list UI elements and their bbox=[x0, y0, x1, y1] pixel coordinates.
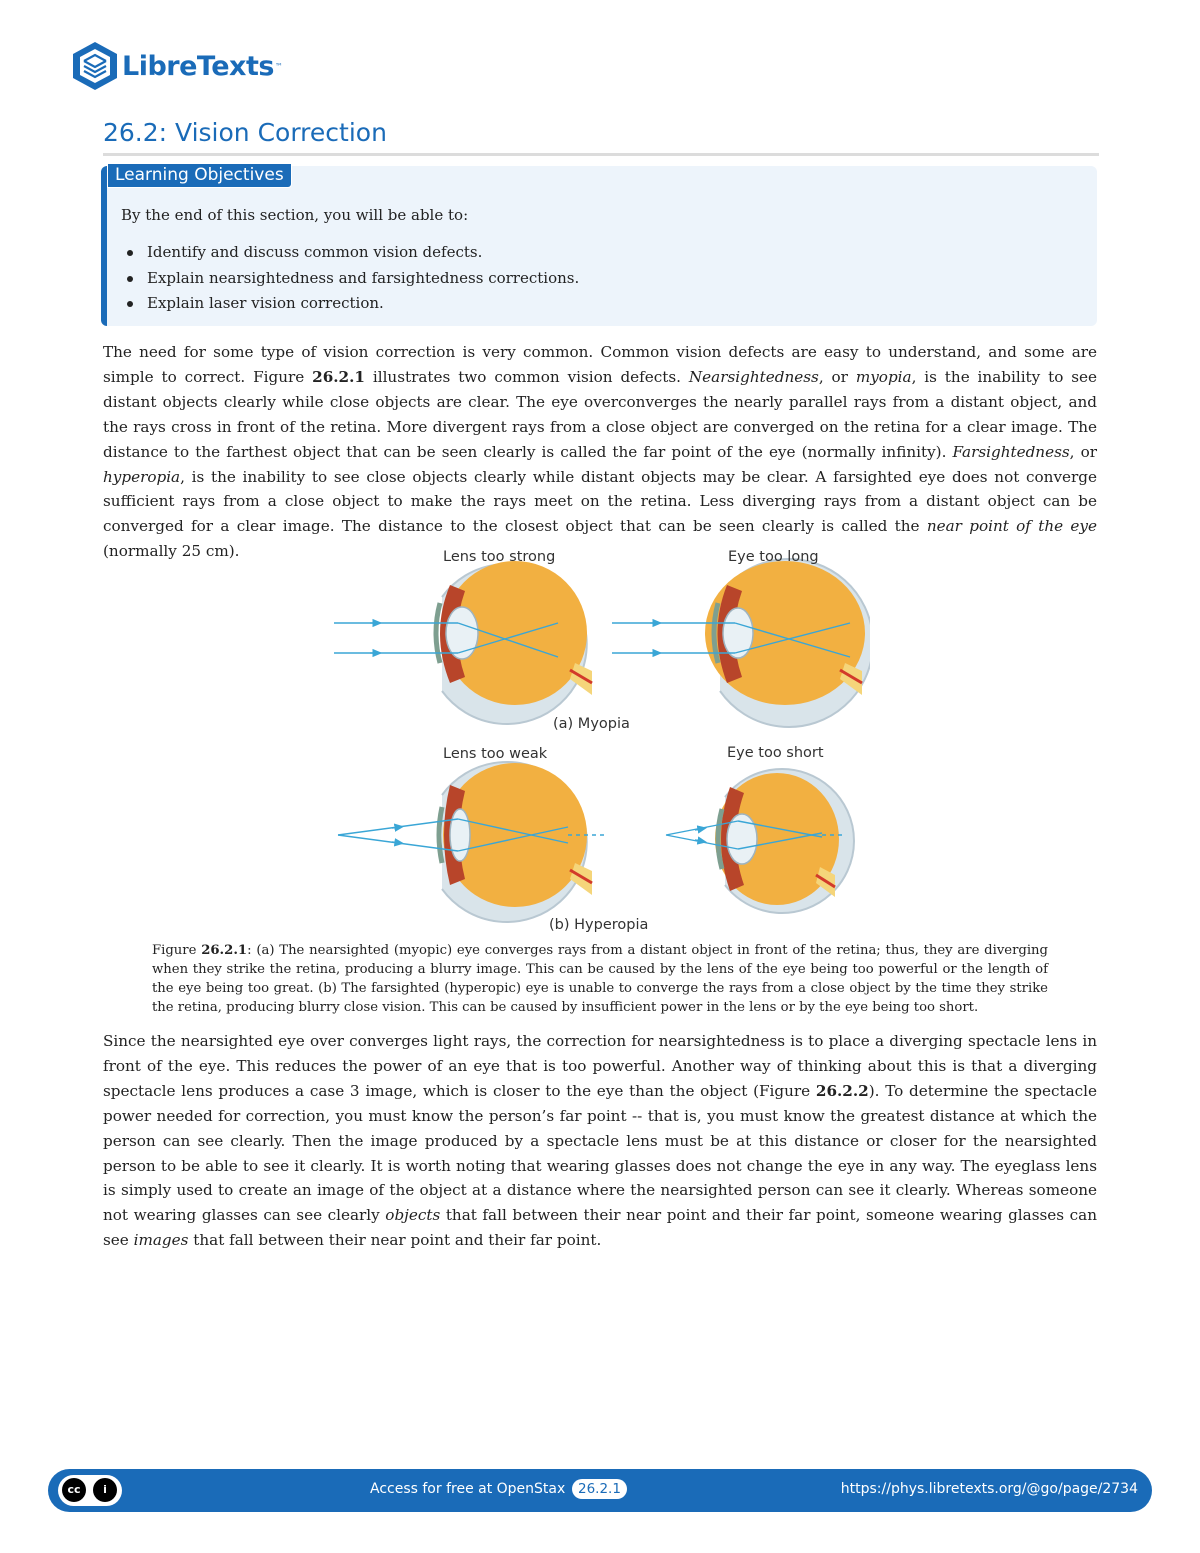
trademark-mark: ™ bbox=[274, 61, 283, 71]
cc-icon: cc bbox=[62, 1478, 86, 1502]
label-lens-too-weak: Lens too weak bbox=[443, 746, 548, 762]
figure-link[interactable]: 26.2.2 bbox=[815, 1081, 869, 1100]
term-near-point: near point of the eye bbox=[926, 517, 1097, 536]
eye-diagrams bbox=[330, 545, 870, 940]
objective-item: Explain nearsightedness and farsightedness corrections. bbox=[121, 266, 579, 292]
objective-item: Identify and discuss common vision defects. bbox=[121, 240, 579, 266]
label-lens-too-strong: Lens too strong bbox=[443, 549, 556, 565]
libretexts-logo[interactable] bbox=[72, 40, 283, 92]
page-url-link[interactable]: https://phys.libretexts.org/@go/page/2734 bbox=[840, 1481, 1138, 1497]
term-nearsightedness: Nearsightedness bbox=[688, 367, 819, 386]
eye-diagram-eye-too-long bbox=[612, 559, 870, 727]
brand-name: LibreTexts bbox=[122, 50, 274, 82]
objectives-intro: By the end of this section, you will be able to: bbox=[121, 206, 469, 224]
cc-license-badge[interactable] bbox=[58, 1475, 122, 1506]
term-farsightedness: Farsightedness bbox=[952, 442, 1070, 461]
libretexts-book-icon bbox=[72, 41, 118, 91]
correction-paragraph: Since the nearsighted eye over converges light rays, the correction for nearsightedness is to place a diverging spectacle lens in front of the eye. This reduces the power of an eye that is too powerful. Another way of thinking about this is that a diverging spectacle lens produces a case 3 image, which is closer to the eye than the object (Figure 26.2.2). To determine the spectacle power needed for correction, you must know the person’s far point -- that is, you must know the greatest distance at which the person can see clearly. Then the image produced by a spectacle lens must be at this distance or closer for the nearsighted person to be able to see it clearly. It is worth noting that wearing glasses does not change the eye in any way. The eyeglass lens is simply used to create an image of the object at a distance where the nearsighted person can see it clearly. Whereas someone not wearing glasses can see clearly objects that fall between their near point and their far point, someone wearing glasses can see images that fall between their near point and their far point. bbox=[103, 1032, 1097, 1250]
label-myopia: (a) Myopia bbox=[553, 716, 630, 732]
vision-defects-figure bbox=[330, 545, 870, 940]
label-hyperopia: (b) Hyperopia bbox=[549, 917, 649, 933]
term-hyperopia: hyperopia bbox=[103, 467, 181, 486]
figure-caption: Figure 26.2.1: (a) The nearsighted (myopic) eye converges rays from a distant object in front of the retina; thus, they are diverging when they strike the retina, producing a blurry image. This can be caused by the lens of the eye being too powerful or the length of the eye being too great. (b) The farsighted (hyperopic) eye is unable to converge the rays from a close object by the time they strike the retina, producing blurry close vision. This can be caused by insufficient power in the lens or by the eye being too short. bbox=[152, 943, 1048, 1015]
eye-diagram-lens-too-weak bbox=[338, 762, 605, 922]
learning-objectives-label: Learning Objectives bbox=[107, 163, 292, 188]
label-eye-too-long: Eye too long bbox=[728, 549, 819, 565]
figure-link[interactable]: 26.2.1 bbox=[312, 367, 365, 386]
page-number-badge: 26.2.1 bbox=[572, 1479, 627, 1499]
emphasis-images: images bbox=[133, 1231, 189, 1250]
page-title: 26.2: Vision Correction bbox=[103, 118, 1099, 156]
figure-link[interactable]: 26.2.1 bbox=[201, 943, 248, 958]
learning-objectives-box bbox=[101, 166, 1097, 326]
objectives-list bbox=[121, 240, 579, 317]
objective-item: Explain laser vision correction. bbox=[121, 291, 579, 317]
eye-diagram-lens-too-strong bbox=[334, 561, 592, 724]
eye-diagram-eye-too-short bbox=[666, 769, 854, 913]
label-eye-too-short: Eye too short bbox=[727, 745, 824, 761]
emphasis-objects: objects bbox=[385, 1206, 441, 1225]
attribution-icon: i bbox=[93, 1478, 117, 1502]
intro-paragraph: The need for some type of vision correction is very common. Common vision defects are easy to understand, and some are simple to correct. Figure 26.2.1 illustrates two common vision defects. Nearsightedness, or myopia, is the inability to see distant objects clearly while close objects are clear. The eye overconverges the nearly parallel rays from a distant object, and the rays cross in front of the retina. More divergent rays from a close object are converged on the retina for a clear image. The distance to the farthest object that can be seen clearly is called the far point of the eye (normally infinity). Farsightedness, or hyperopia, is the inability to see close objects clearly while distant objects may be clear. A farsighted eye does not converge sufficient rays from a close object to make the rays meet on the retina. Less diverging rays from a distant object can be converged for a clear image. The distance to the closest object that can be seen clearly is called the near point of the eye (normally 25 cm). bbox=[103, 343, 1098, 561]
term-myopia: myopia bbox=[855, 367, 912, 386]
page-footer bbox=[48, 1469, 1152, 1512]
openstax-access-text: Access for free at OpenStax bbox=[370, 1481, 566, 1497]
